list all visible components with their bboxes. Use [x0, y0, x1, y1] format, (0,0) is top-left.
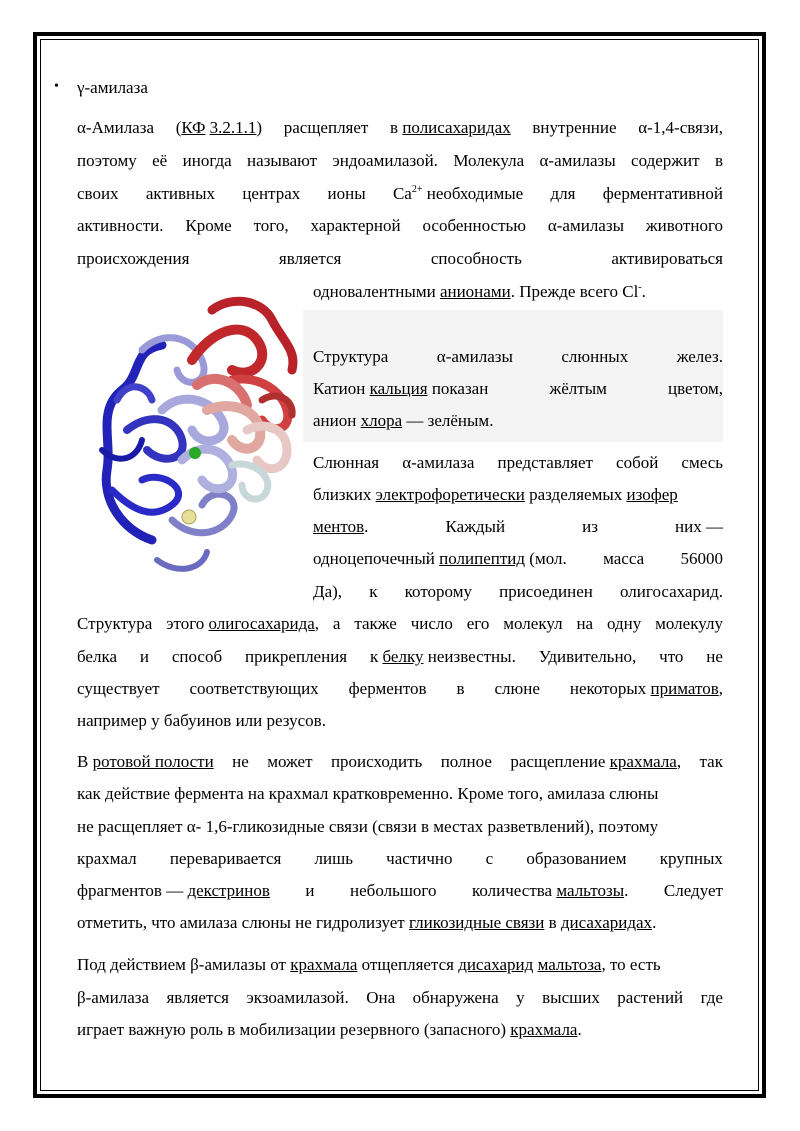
p3-line-5: фрагментов — декстринов и небольшого количества мальтозы. Следует	[77, 881, 723, 900]
link-dextrins[interactable]: декстринов	[187, 881, 270, 900]
link-kf[interactable]: КФ	[181, 118, 206, 137]
p1-line-5: происхождения является способность активироваться	[77, 249, 723, 268]
p3-line-4: крахмал переваривается лишь частично с образованием крупных	[77, 849, 723, 868]
link-disaccharides[interactable]: дисахаридах	[560, 913, 653, 932]
p1-line-1: α-Амилаза (КФ 3.2.1.1) расщепляет в полисахаридах внутренние α-1,4-связи,	[77, 118, 723, 137]
p3-line-6: отметить, что амилаза слюны не гидролизует гликозидные связи в дисахаридах.	[77, 913, 657, 932]
alpha-amylase-structure-image	[82, 290, 304, 582]
bullet-item-gamma-amylase: γ-амилаза	[77, 78, 148, 97]
link-polypeptide[interactable]: полипептид	[439, 549, 526, 568]
link-isoenzymes[interactable]: изофер	[626, 485, 678, 504]
p2-line-8: существует соответствующих ферментов в слюне некоторых приматов,	[77, 679, 723, 698]
p1-line-6: одновалентными анионами. Прежде всего Cl-.	[313, 282, 646, 301]
link-starch[interactable]: крахмала	[609, 752, 677, 771]
p2-line-3: ментов. Каждый из них —	[313, 517, 723, 536]
p3-line-1: В ротовой полости не может происходить полное расщепление крахмала, так	[77, 752, 723, 771]
p3-line-2: как действие фермента на крахмал кратковременно. Кроме того, амилаза слюны	[77, 784, 659, 803]
link-disaccharide[interactable]: дисахарид	[458, 955, 534, 974]
caption-line-2: Катион кальция показан жёлтым цветом,	[313, 379, 723, 398]
p1-line-4: активности. Кроме того, характерной особенностью α-амилазы животного	[77, 216, 723, 235]
link-anions[interactable]: анионами	[439, 282, 511, 301]
link-oligosaccharide[interactable]: олигосахарида	[208, 614, 315, 633]
caption-line-1: Структура α-амилазы слюнных желез.	[313, 347, 723, 366]
p4-line-2: β-амилаза является экзоамилазой. Она обнаружена у высших растений где	[77, 988, 723, 1007]
caption-line-3: анион хлора — зелёным.	[313, 411, 494, 430]
p2-line-7: белка и способ прикрепления к белку неизвестны. Удивительно, что не	[77, 647, 723, 666]
link-maltose-2[interactable]: мальтоза	[537, 955, 602, 974]
link-starch-2[interactable]: крахмала	[290, 955, 358, 974]
p1-line-3: своих активных центрах ионы $Ca^{2+}$ необходимые для ферментативной	[77, 184, 723, 203]
link-isoenzymes-cont[interactable]: ментов	[313, 517, 365, 536]
link-calcium[interactable]: кальция	[369, 379, 428, 398]
link-polysaccharides[interactable]: полисахаридах	[402, 118, 511, 137]
p2-line-2: близких электрофоретически разделяемых изофер	[313, 485, 678, 504]
link-primates[interactable]: приматов	[650, 679, 719, 698]
p1-line-2: поэтому её иногда называют эндоамилазой. Молекула α-амилазы содержит в	[77, 151, 723, 170]
p3-line-3: не расщепляет α- 1,6-гликозидные связи (связи в местах разветвлений), поэтому	[77, 817, 659, 836]
link-ec-number[interactable]: 3.2.1.1	[209, 118, 257, 137]
link-maltose[interactable]: мальтозы	[556, 881, 625, 900]
p2-line-4: одноцепочечный полипептид (мол. масса 56000	[313, 549, 723, 568]
link-starch-3[interactable]: крахмала	[510, 1020, 578, 1039]
link-electrophoretically[interactable]: электрофоретически	[375, 485, 525, 504]
p4-line-3: играет важную роль в мобилизации резервного (запасного) крахмала.	[77, 1020, 582, 1039]
link-chlorine[interactable]: хлора	[360, 411, 403, 430]
p2-line-5: Да), к которому присоединен олигосахарид.	[313, 582, 723, 601]
p2-line-1: Слюнная α-амилаза представляет собой смесь	[313, 453, 723, 472]
link-protein[interactable]: белку	[382, 647, 424, 666]
p4-line-1: Под действием β-амилазы от крахмала отщепляется дисахарид мальтоза, то есть	[77, 955, 661, 974]
p2-line-6: Структура этого олигосахарида, а также число его молекул на одну молекулу	[77, 614, 723, 633]
link-glycosidic-bonds[interactable]: гликозидные связи	[409, 913, 545, 932]
p2-line-9: например у бабуинов или резусов.	[77, 711, 326, 730]
link-oral-cavity[interactable]: ротовой полости	[92, 752, 214, 771]
bullet-mark: •	[54, 79, 59, 94]
